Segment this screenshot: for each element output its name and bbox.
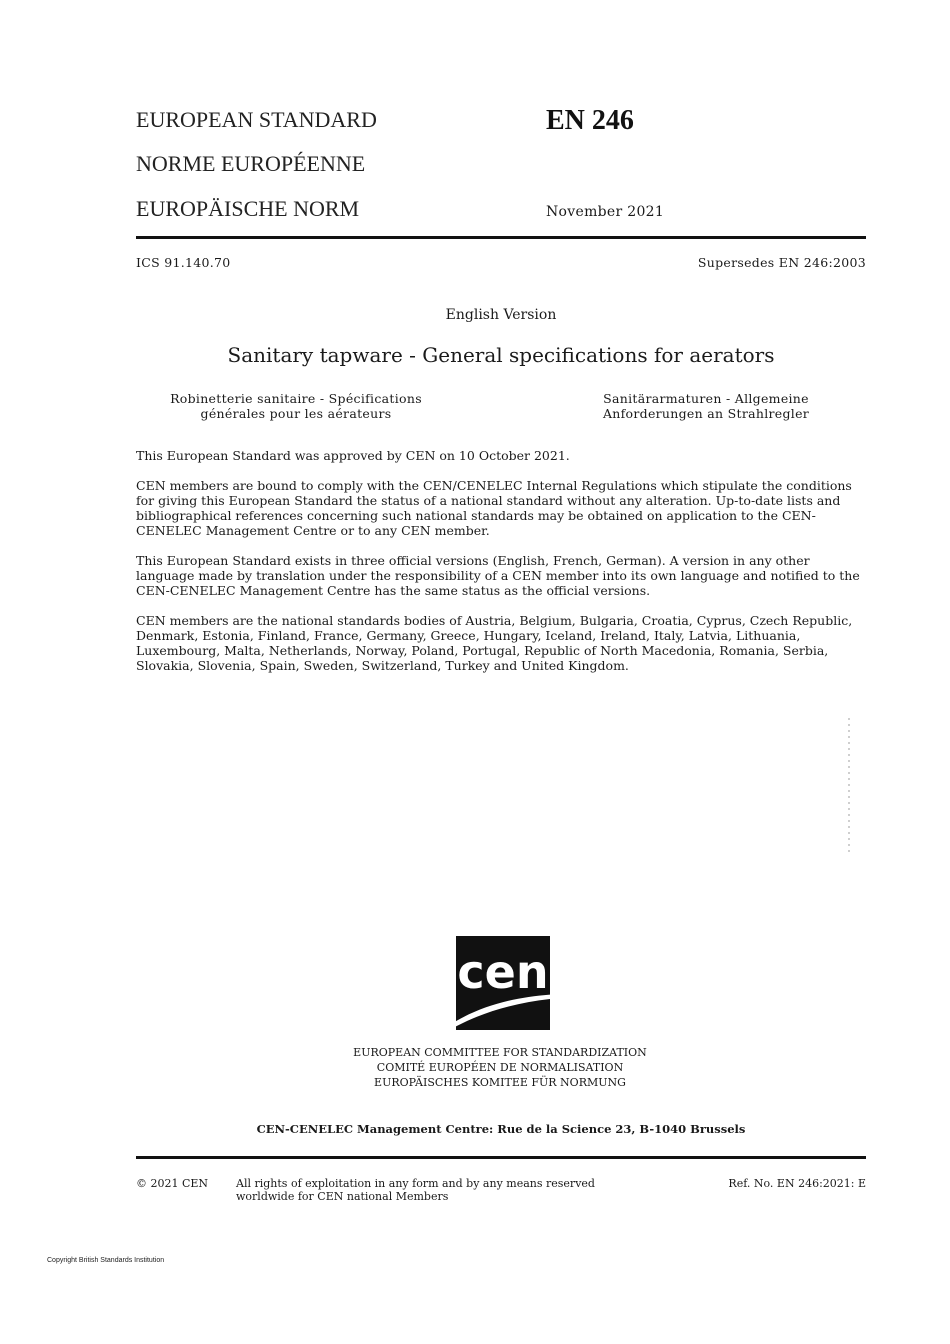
- title-german-line1: Sanitärarmaturen - Allgemeine: [603, 391, 809, 406]
- rights-line2: worldwide for CEN national Members: [236, 1190, 449, 1203]
- rights-notice: [236, 1177, 595, 1203]
- copyright-notice: © 2021 CEN: [136, 1177, 209, 1190]
- margin-marks: [848, 718, 850, 856]
- paragraph-compliance: CEN members are bound to comply with the CEN/CENELEC Internal Regulations which stipulate the conditions for giving this European Standard the status of a national standard without any alteration. Up-to-date lists and bibliographical references concerning such national standards may be obtained on application to the CEN-CENELEC Management Centre or to any CEN member.: [136, 478, 852, 538]
- supersedes-note: Supersedes EN 246:2003: [697, 255, 866, 270]
- ics-code: ICS 91.140.70: [136, 255, 231, 270]
- title-german: [566, 391, 846, 421]
- standard-title-de: EUROPÄISCHE NORM: [136, 196, 360, 221]
- approval-text: This European Standard was approved by CEN on 10 October 2021.: [136, 448, 570, 463]
- publication-date: November 2021: [546, 204, 665, 220]
- cen-logo: [456, 936, 550, 1030]
- version-label: English Version: [445, 307, 557, 323]
- rights-line1: All rights of exploitation in any form and by any means reserved: [236, 1177, 595, 1190]
- standard-title-fr: NORME EUROPÉENNE: [136, 151, 366, 176]
- committee-de: EUROPÄISCHES KOMITEE FÜR NORMUNG: [374, 1076, 626, 1089]
- title-french: [156, 391, 436, 421]
- title-french-line1: Robinetterie sanitaire - Spécifications: [170, 391, 422, 406]
- paragraph-versions: This European Standard exists in three official versions (English, French, German). A version in any other language made by translation under the responsibility of a CEN member into its own language and notified to the CEN-CENELEC Management Centre has the same status as the official versions.: [136, 553, 860, 598]
- committee-en: EUROPEAN COMMITTEE FOR STANDARDIZATION: [353, 1046, 647, 1059]
- management-centre-address: CEN-CENELEC Management Centre: Rue de la Science 23, B-1040 Brussels: [256, 1122, 746, 1136]
- committee-fr: COMITÉ EUROPÉEN DE NORMALISATION: [376, 1061, 624, 1074]
- paragraph-members: CEN members are the national standards bodies of Austria, Belgium, Bulgaria, Croatia, Cyprus, Czech Republic, Denmark, Estonia, Finland, France, Germany, Greece, Hungary, Iceland, Ireland, Italy, Latvia, Lithuania, Luxembourg, Malta, Netherlands, Norway, Poland, Portugal, Republic of North Macedonia, Romania, Serbia, Slovakia, Slovenia, Spain, Sweden, Switzerland, Turkey and United Kingdom.: [136, 613, 853, 673]
- title-german-line2: Anforderungen an Strahlregler: [602, 406, 810, 421]
- standard-title-en: EUROPEAN STANDARD: [136, 107, 377, 132]
- standard-number: EN 246: [546, 105, 634, 136]
- cen-logo-graphic: [456, 936, 550, 1030]
- cen-logo-text: cen: [457, 945, 549, 999]
- reference-number: Ref. No. EN 246:2021: E: [728, 1177, 866, 1190]
- title-french-line2: générales pour les aérateurs: [200, 406, 392, 421]
- committee-names: [300, 1045, 700, 1090]
- header-rule: [136, 236, 866, 239]
- copyright-watermark: Copyright British Standards Institution: [47, 1257, 165, 1264]
- document-title: Sanitary tapware - General specifications for aerators: [227, 343, 775, 367]
- footer-rule: [136, 1156, 866, 1159]
